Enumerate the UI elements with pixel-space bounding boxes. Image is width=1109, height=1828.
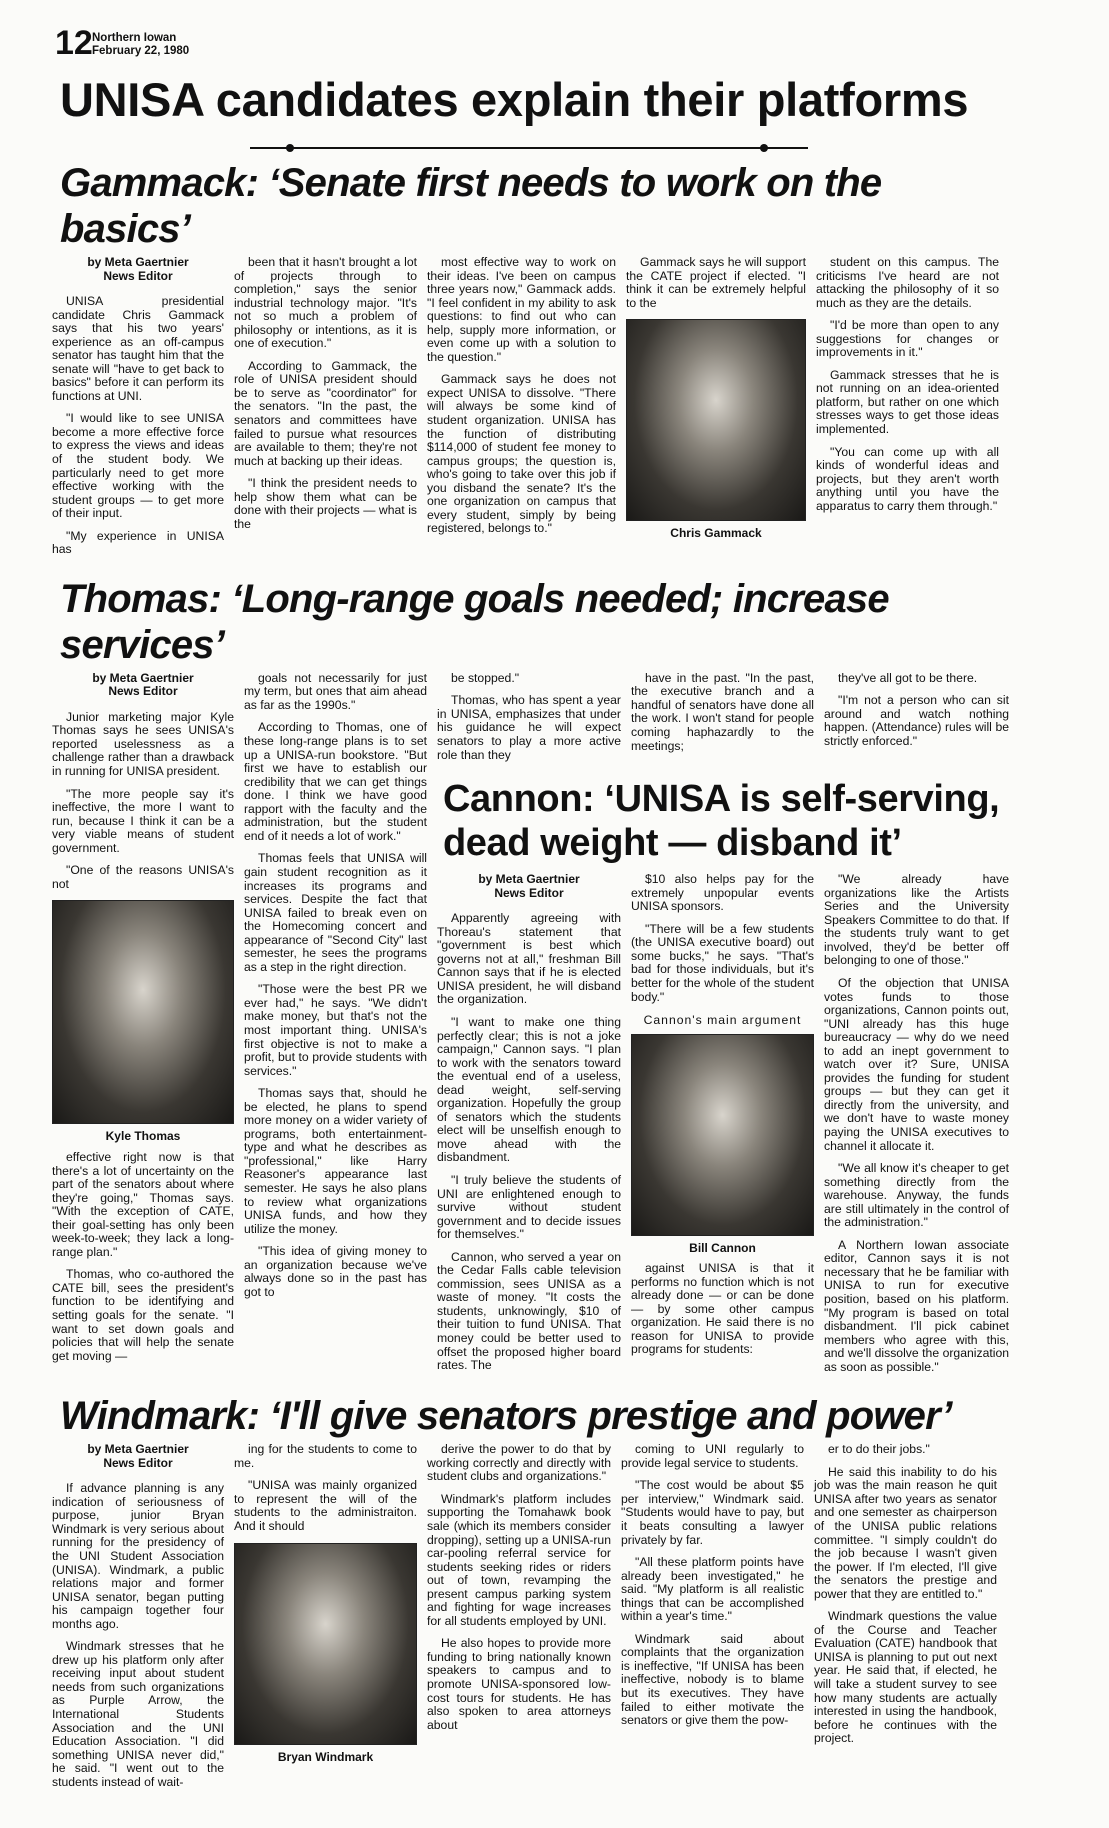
byline-name: by Meta Gaertnier	[87, 1442, 189, 1457]
paragraph: He said this inability to do his job was the main reason he quit UNISA after two years as senator and one semester as chairperson of the UNISA public relations committee. "I simply couldn't do the job because I wasn't given the power. If I'm elected, I'll give the senators the prestige and power that they are entitled to."	[814, 1464, 997, 1601]
issue-date: February 22, 1980	[92, 45, 190, 57]
paragraph: student on this campus. The criticisms I've heard are not attacking the philosophy of it so much as they are the details.	[816, 255, 999, 310]
byline	[437, 873, 621, 900]
thomas-headline: Thomas: ‘Long-range goals needed; increase services’	[60, 576, 889, 667]
byline-name: by Meta Gaertnier	[92, 670, 194, 685]
byline-role: News Editor	[103, 268, 173, 283]
paragraph: Of the objection that UNISA votes funds to those organizations, Cannon points out, "UNI already has this huge bureaucracy — why do we need to add an inept government to watch over it? Sure, UNISA provides the funding for student groups — but they can get it directly from the university, and we don't have to waste money paying the UNISA executives to channel it allocate it.	[824, 975, 1009, 1153]
divider-dot	[286, 144, 294, 152]
paragraph: Thomas feels that UNISA will gain student recognition as it increases its programs and services. Despite the fact that UNISA failed to break even on the Homecoming concert and appearance of "Second City" last semester, he sees the programs as a step in the right direction.	[244, 851, 427, 974]
paragraph: derive the power to do that by working correctly and directly with student clubs and organizations."	[427, 1442, 611, 1484]
photo-windmark	[234, 1543, 417, 1745]
paragraph: be stopped."	[451, 670, 520, 685]
paragraph: most effective way to work on their ideas. I've been on campus three years now," Gammack adds. "I feel confident in my ability to ask questions: to find out who can help, supply more information, or even come up with a solution to the question."	[427, 255, 616, 364]
windmark-article	[52, 1393, 1012, 1798]
gammack-column-4	[626, 256, 806, 548]
cannon-headline: Cannon: ‘UNISA is self-serving, dead weight — disband it’	[443, 778, 1000, 865]
byline	[52, 256, 224, 283]
paragraph: "The cost would be about $5 per interview," Windmark said. "Students would have to pay, but it beats consulting a lawyer privately by far.	[621, 1478, 804, 1547]
thomas-column-1	[52, 672, 234, 1372]
cannon-column-1	[437, 873, 621, 1382]
divider-dot	[760, 144, 768, 152]
paragraph: "I want to make one thing perfectly clear; this is not a joke campaign," Cannon says. "I plan to work with the senators toward the eventual end of a useless, dead weight, self-serving organization. Hopefully the group of senators which the students elect will be unselfish enough to move ahead with the disbandment.	[437, 1014, 621, 1165]
page-title: UNISA candidates explain their platforms	[60, 73, 969, 126]
paragraph: effective right now is that there's a lot of uncertainty on the part of the senators about where they're going," Thomas says. "With the exception of CATE, their goal-setting has only been week-to-week; they lack a long-range plan."	[52, 1149, 234, 1259]
gammack-column-5	[816, 256, 999, 522]
byline-name: by Meta Gaertnier	[478, 872, 580, 887]
paragraph: "I truly believe the students of UNI are enlightened enough to survive without student government and to decide issues for themselves."	[437, 1172, 621, 1242]
gammack-column-1	[52, 256, 224, 566]
paragraph: ing for the students to come to me.	[234, 1442, 417, 1470]
paragraph: Gammack says he will support the CATE project if elected. "I think it can be extremely helpful to the	[626, 255, 806, 310]
paragraph: Windmark's platform includes supporting the Tomahawk book sale (which its members consider dropping), setting up a UNISA-run car-pooling referral service for students seeking rides or riders out of town, revamping the present campus parking system and fighting for wage increases for all students employed by UNI.	[427, 1491, 611, 1628]
paragraph: er to do their jobs."	[828, 1442, 930, 1457]
paragraph: According to Thomas, one of these long-range plans is to set up a UNISA-run bookstore. "But first we have to establish our credibility that we can get things done. I think we have good rapport with the faculty and the administration, but the student end of it needs a lot of work."	[244, 720, 427, 843]
thomas-column-4	[631, 672, 814, 762]
paragraph: Thomas, who co-authored the CATE bill, sees the president's function to be identifying and setting goals for the senate. "I want to set down goals and policies that will help the senate get moving —	[52, 1267, 234, 1363]
masthead	[92, 32, 189, 58]
byline-role: News Editor	[103, 1455, 173, 1470]
gammack-article	[52, 160, 1012, 566]
paragraph: Gammack says he does not expect UNISA to dissolve. "There will always be some kind of student organization. UNISA has the function of distributing $114,000 of student fee money to campus groups; the question is, who's going to take over this job if you disband the senate? It's the one organization on campus that every student, simply by being registered, belongs to."	[427, 372, 616, 536]
photo-thomas	[52, 900, 234, 1124]
paragraph: Cannon, who served a year on the Cedar Falls cable television commission, sees UNISA as a waste of money. "It costs the students, unknowingly, $10 of their tuition to fund UNISA. That money could be better used to offset the proposed higher board rates. The	[437, 1249, 621, 1373]
photo-caption: Kyle Thomas	[105, 1129, 181, 1144]
paragraph: have in the past. "In the past, the executive branch and a handful of senators have done all the work. I won't stand for people coming haphazardly to the meetings;	[631, 670, 814, 753]
byline	[52, 1443, 224, 1470]
paragraph: According to Gammack, the role of UNISA president should be to serve as "coordinator" for the senators. "In the past, the senators and committees have failed to pursue what resources are available to them; they're not much at backing up their ideas.	[234, 358, 417, 468]
paragraph: "I'm not a person who can sit around and watch nothing happen. (Attendance) rules will be strictly enforced."	[824, 693, 1009, 749]
windmark-headline: Windmark: ‘I'll give senators prestige and power’	[60, 1394, 952, 1439]
paragraph: "There will be a few students (the UNISA executive board) out some bucks," he says. "That's bad for those individuals, but it's better for the whole of the student body."	[631, 921, 814, 1004]
paragraph: A Northern Iowan associate editor, Cannon says it is not necessary that he be familiar with UNISA to run for executive position, based on his platform. "My program is based on total disbandment. I'll pick cabinet members who agree with this, and we'll dissolve the organization as soon as possible."	[824, 1237, 1009, 1374]
paragraph: "I would like to see UNISA become a more effective force to express the views and ideas of the student body. We particularly need to get more effective working with the student groups — to get more of their input.	[52, 411, 224, 521]
paragraph: Windmark said about complaints that the organization is ineffective, "If UNISA has been ineffective, nobody is to blame but its executives. They have failed to either motivate the senators or give them the pow-	[621, 1631, 804, 1728]
page-header	[0, 0, 1109, 160]
cannon-column-3	[824, 873, 1009, 1383]
thomas-column-5	[824, 672, 1009, 758]
paragraph: "We all know it's cheaper to get something directly from the warehouse. Anyway, the funds are still ultimately in the control of the administration."	[824, 1161, 1009, 1230]
paragraph: "One of the reasons UNISA's not	[52, 863, 234, 891]
gammack-column-3	[427, 256, 616, 545]
windmark-column-4	[621, 1443, 804, 1736]
thomas-column-3	[437, 672, 621, 771]
paragraph: Gammack stresses that he is not running on an idea-oriented platform, but rather on one which stresses ways to get those ideas implemented.	[816, 367, 999, 437]
photo-caption: Bryan Windmark	[277, 1749, 374, 1764]
paragraph: Windmark stresses that he drew up his platform only after receiving input about student needs from such organizations as Purple Arrow, the International Students Association and the UNI Education Association. "I did something UNISA never did," he said. "I went out to the students instead of wait-	[52, 1639, 224, 1789]
paragraph: "You can come up with all kinds of wonderful ideas and projects, but they aren't worth anything until you have the apparatus to carry them through."	[816, 444, 999, 513]
paragraph: If advance planning is any indication of seriousness of purpose, junior Bryan Windmark is very serious about running for the presidency of the UNI Student Association (UNISA). Windmark, a public relations major and former UNISA senator, began putting his campaign together four months ago.	[52, 1481, 224, 1631]
gammack-column-2	[234, 256, 417, 540]
byline-role: News Editor	[494, 885, 564, 900]
paragraph: been that it hasn't brought a lot of projects through to completion," says the senior industrial technology major. "It's not so much a problem of philosophy or intentions, as it is one of execution."	[234, 255, 417, 351]
thomas-column-2	[244, 672, 427, 1309]
byline	[52, 672, 234, 699]
paragraph: goals not necessarily for just my term, but ones that aim ahead as far as the 1990s."	[244, 670, 427, 712]
paragraph: $10 also helps pay for the extremely unpopular events UNISA sponsors.	[631, 872, 814, 914]
paragraph: Windmark questions the value of the Course and Teacher Evaluation (CATE) handbook that UNISA is planning to put out next year. He said that, if elected, he will take a student survey to see how many students are actually interested in using the handbook, before he continues with the project.	[814, 1609, 997, 1746]
paragraph: "All these platform points have already been investigated," he said. "My platform is all realistic things that can be accomplished within a year's time."	[621, 1555, 804, 1624]
paragraph: against UNISA is that it performs no function which is not already done — or can be done — by some other campus organization. He said there is no reason for UNISA to provide programs for students:	[631, 1261, 814, 1357]
photo-caption: Bill Cannon	[689, 1240, 756, 1255]
byline-name: by Meta Gaertnier	[87, 255, 189, 269]
photo-gammack	[626, 319, 806, 521]
photo-cannon	[631, 1034, 814, 1236]
paragraph: "UNISA was mainly organized to represent the will of the students to the administraiton. And it should	[234, 1478, 417, 1533]
section-label: Cannon's main argument	[643, 1013, 802, 1028]
paragraph: Junior marketing major Kyle Thomas says he sees UNISA's reported uselessness as a challenge rather than a drawback in running for UNISA president.	[52, 709, 234, 779]
paragraph: He also hopes to provide more funding to bring nationally known speakers to campus and to promote UNISA-sponsored low-cost tours for students. He has also spoken to area attorneys about	[427, 1636, 611, 1732]
paragraph: "The more people say it's ineffective, the more I want to run, because I think it can be a very viable means of student government.	[52, 786, 234, 855]
windmark-column-2	[234, 1443, 417, 1771]
windmark-column-5	[814, 1443, 997, 1754]
paragraph: Thomas, who has spent a year in UNISA, emphasizes that under his guidance he will expect senators to play a more active role than they	[437, 693, 621, 762]
paragraph: "I think the president needs to help show them what can be done with their projects — what is the	[234, 476, 417, 531]
byline-role: News Editor	[108, 684, 178, 699]
paragraph: "We already have organizations like the Artists Series and the University Speakers Committee to do that. If the students truly want to get involved, they'd be better off belonging to one of those."	[824, 872, 1009, 968]
gammack-headline: Gammack: ‘Senate first needs to work on the basics’	[60, 161, 882, 251]
thomas-cannon-block	[52, 576, 1012, 1383]
paragraph: they've all got to be there.	[838, 670, 978, 685]
paragraph: Thomas says that, should he be elected, he plans to spend more money on a wider variety of programs, both entertainment-type and what he describes as "professional," like Harry Reasoner's appearance last semester. He says he also plans to review what organizations UNISA funds, and how they utilize the money.	[244, 1086, 427, 1236]
paragraph: UNISA presidential candidate Chris Gammack says that his two years' experience as an off-campus senator has taught him that the senate will "have to get back to basics" before it can perform its functions at UNI.	[52, 294, 224, 403]
paragraph: "This idea of giving money to an organization because we've always done so in the past has got to	[244, 1244, 427, 1299]
windmark-column-3	[427, 1443, 611, 1741]
paragraph: coming to UNI regularly to provide legal service to students.	[621, 1442, 804, 1470]
paragraph: "My experience in UNISA has	[52, 528, 224, 557]
cannon-column-2	[631, 873, 814, 1366]
paragraph: "I'd be more than open to any suggestions for changes or improvements in it."	[816, 318, 999, 360]
paper-name: Northern Iowan	[92, 32, 177, 44]
paragraph: "Those were the best PR we ever had," he says. "We didn't make money, but that's not the most important thing. UNISA's first objective is not to make a profit, but to provide students with services."	[244, 982, 427, 1078]
paragraph: Apparently agreeing with Thoreau's statement that "government is best which governs not at all," freshman Bill Cannon says that if he is elected UNISA president, he will disband the organization.	[437, 911, 621, 1007]
page-number: 12	[55, 24, 93, 62]
divider-rule	[250, 147, 808, 149]
right-block	[437, 672, 1012, 1383]
photo-caption: Chris Gammack	[670, 526, 762, 541]
